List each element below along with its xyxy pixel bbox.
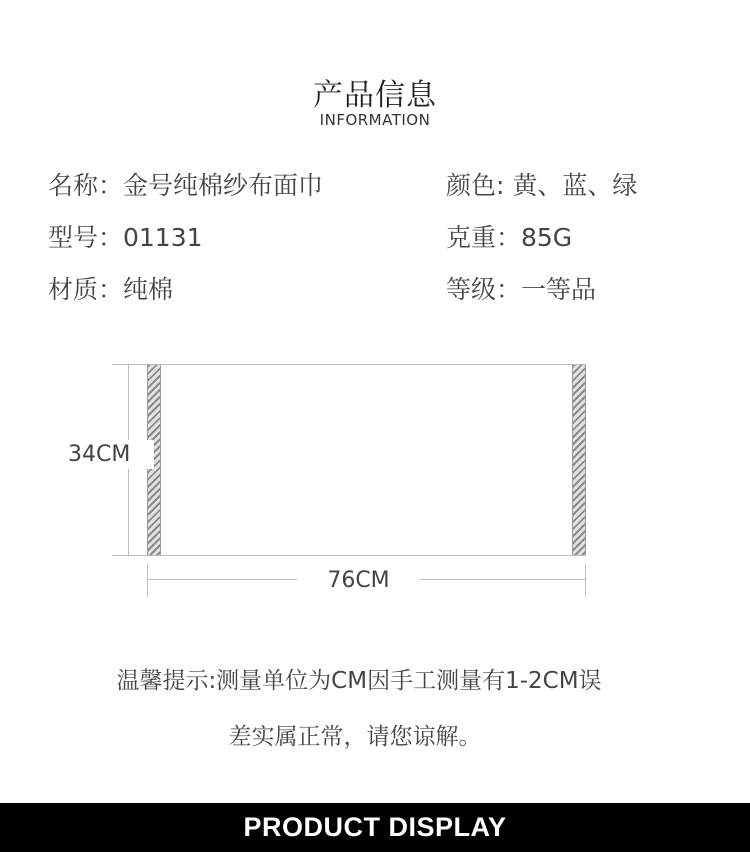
height-dimension-tick-top [112,364,147,365]
spec-grade: 等级：一等品 [446,275,597,304]
width-dimension-tick-left [147,564,148,597]
width-dimension-tick-right [585,564,586,597]
height-dimension-label: 34CM [60,440,154,469]
measurement-tip-line-2: 差实属正常，请您谅解。 [228,724,482,750]
width-dimension-line-left [147,579,297,580]
height-dimension-tick-bottom [112,555,147,556]
banner-label: PRODUCT DISPLAY [243,812,507,842]
towel-hem-right [572,365,586,555]
section-subtitle: INFORMATION [319,111,431,129]
spec-model: 型号：01131 [48,223,203,252]
spec-material: 材质：纯棉 [48,275,174,304]
section-title: 产品信息 [313,78,437,113]
spec-name: 名称：金号纯棉纱布面巾 [48,171,324,200]
width-dimension-line-right [420,579,586,580]
measurement-tip-line-1: 温馨提示:测量单位为CM因手工测量有1-2CM误 [116,668,602,694]
towel-diagram [147,364,586,556]
width-dimension-label: 76CM [327,568,390,593]
spec-weight: 克重：85G [446,223,573,252]
product-display-banner [0,803,750,852]
spec-color: 颜色: 黄、蓝、绿 [446,171,638,200]
